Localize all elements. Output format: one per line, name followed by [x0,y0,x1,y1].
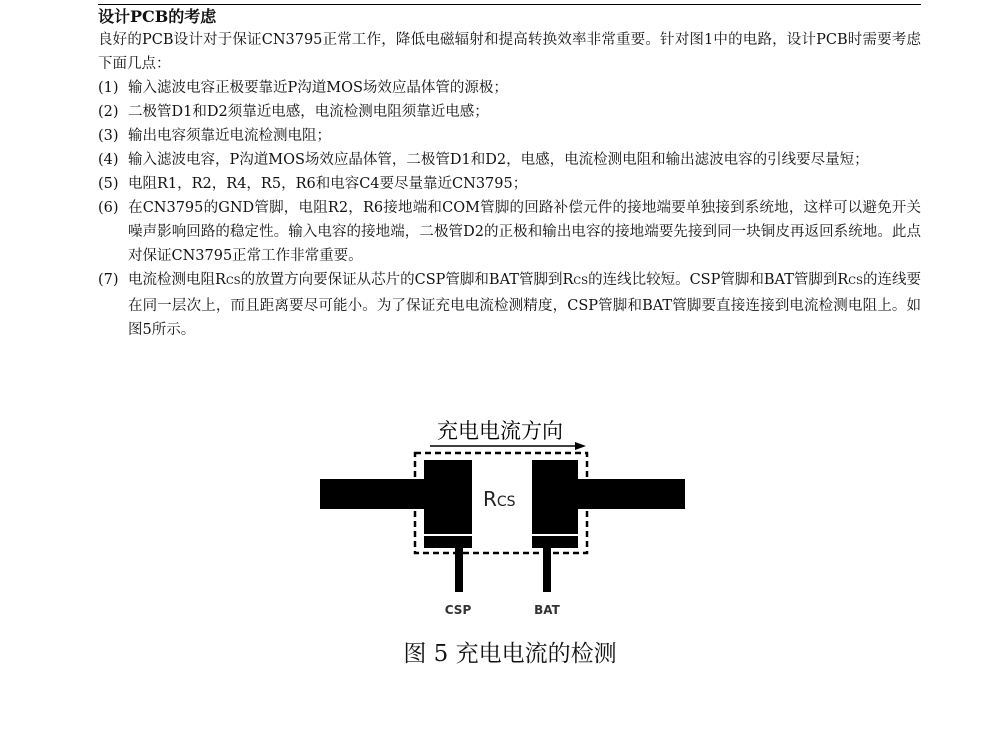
left-trace [320,479,424,509]
subscript-cs: CS [225,276,241,287]
right-pad-tab [532,536,578,548]
item-text-b: 的放置方向要保证从芯片的CSP管脚和BAT管脚到R [240,272,574,288]
item-number: (1) [98,80,119,96]
right-pad [532,460,578,534]
list-item [98,124,921,148]
csp-pin-label: CSP [444,603,472,617]
item-text-c: 的连线比较短。CSP管脚和BAT管脚到R [588,272,849,288]
list-item [98,196,921,268]
item-text: 输出电容须靠近电流检测电阻； [128,128,331,144]
subscript-cs: CS [573,276,589,287]
item-text-a: 电流检测电阻R [128,272,226,288]
item-number: (6) [98,200,119,216]
bat-pin-label: BAT [534,603,560,617]
item-number: (7) [98,272,119,288]
list-item [98,172,921,196]
item-number: (4) [98,152,119,168]
item-text: 输入滤波电容正极要靠近P沟道MOS场效应晶体管的源极； [128,80,508,96]
item-text: 输入滤波电容，P沟道MOS场效应晶体管，二极管D1和D2，电感，电流检测电阻和输出滤波电容的引线要尽量短； [128,152,869,168]
resistor-label: RCS [483,487,516,511]
list-item [98,76,921,100]
figure-caption: 图 5 充电电流的检测 [403,641,617,667]
subscript-cs: CS [848,276,863,287]
item-text: 在CN3795的GND管脚，电阻R2，R6接地端和COM管脚的回路补偿元件的接地端要单独接到系统地，这样可以避免开关噪声影响回路的稳定性。输入电容的接地端，二极管D2的正极和输出电容的接地端要先接到同一块铜皮再返回系统地。此点对保证CN3795正常工作非常重要。 [128,200,921,264]
left-pad [424,460,472,534]
direction-arrow-head [575,442,586,450]
list-item [98,100,921,124]
list-item [98,148,921,172]
document-body [98,6,921,342]
section-title: 设计PCB的考虑 [98,7,217,26]
item-number: (3) [98,128,119,144]
item-text: 二极管D1和D2须靠近电感，电流检测电阻须靠近电感； [128,104,489,120]
bat-lead [543,548,551,592]
list-item [98,268,921,342]
direction-label: 充电电流方向 [437,419,563,443]
intro-paragraph: 良好的PCB设计对于保证CN3795正常工作，降低电磁辐射和提高转换效率非常重要。针对图1中的电路，设计PCB时需要考虑下面几点： [98,32,921,72]
item-text: 电阻R1，R2，R4，R5，R6和电容C4要尽量靠近CN3795； [128,176,528,192]
left-pad-tab [424,536,472,548]
right-trace [578,479,685,509]
top-rule [98,4,921,5]
resistor-outline [415,453,587,553]
item-number: (2) [98,104,119,120]
csp-lead [455,548,463,592]
item-text-d: 的连线要在同一层次上，而且距离要尽可能小。为了保证充电电流检测精度，CSP管脚和BAT管脚要直接连接到电流检测电阻上。如图5所示。 [128,272,921,338]
item-number: (5) [98,176,119,192]
consideration-list [98,76,921,342]
